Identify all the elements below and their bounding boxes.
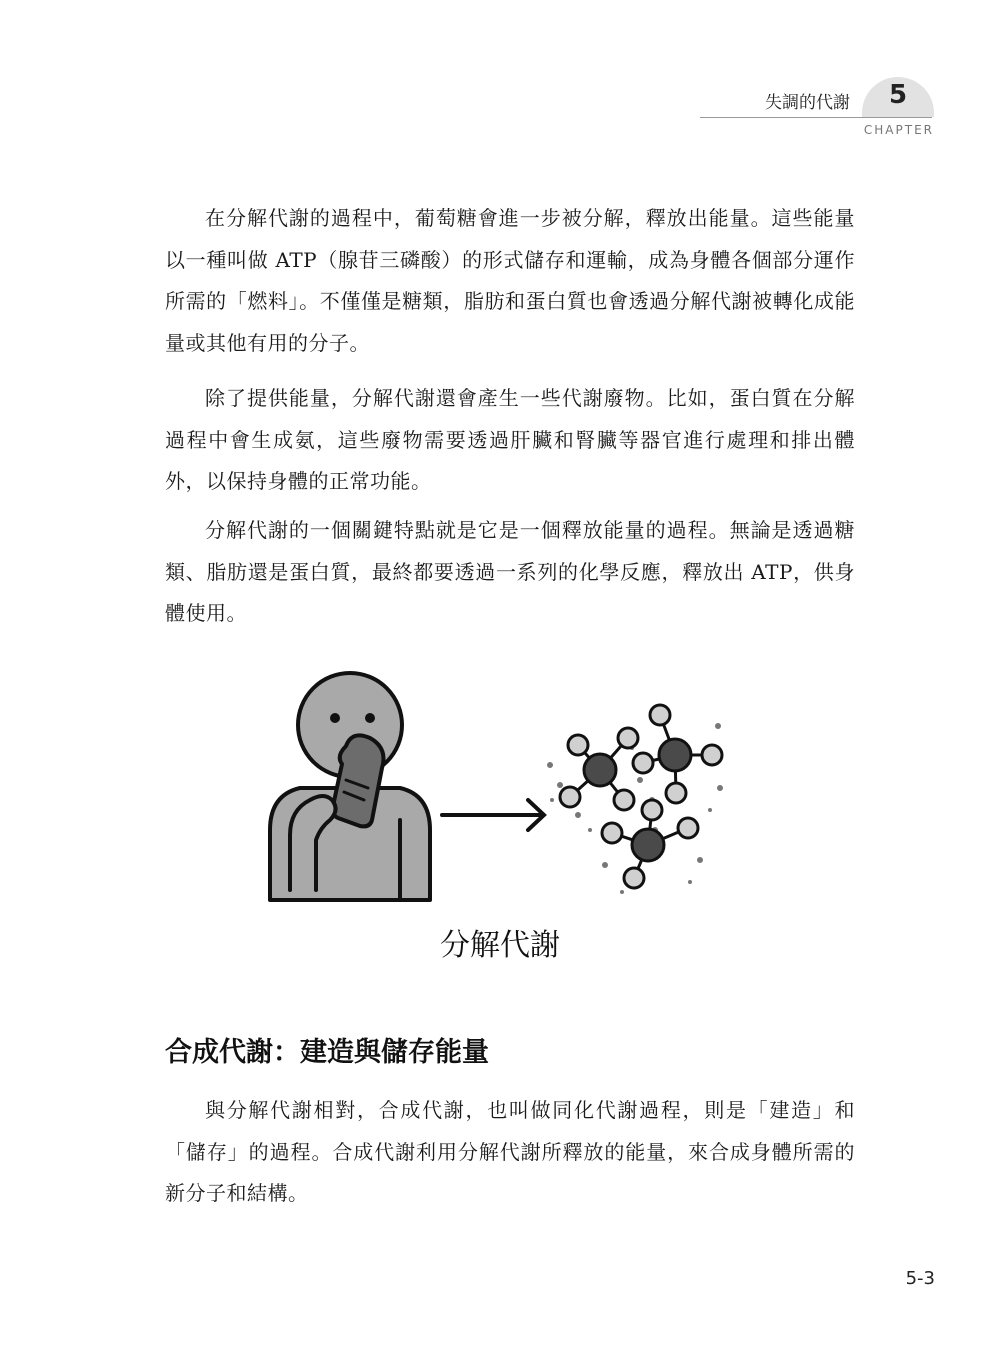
paragraph-1: 在分解代謝的過程中，葡萄糖會進一步被分解，釋放出能量。這些能量以一種叫做 ATP（腺苷三磷酸）的形式儲存和運輸，成為身體各個部分運作所需的「燃料」。不僅僅是糖類，脂肪和蛋白質也會透過分解代謝被轉化成能量或其他有用的分子。 (165, 206, 855, 355)
page-number: 5-3 (905, 1268, 935, 1289)
person-eating-bread-illustration (270, 673, 430, 900)
chapter-number: 5 (888, 80, 908, 110)
chapter-label: CHAPTER (863, 123, 934, 137)
section-heading: 合成代謝：建造與儲存能量 (165, 1037, 489, 1068)
figure-caption: 分解代謝 (440, 928, 560, 963)
header-rule (700, 117, 932, 118)
right-arrow-icon (442, 800, 544, 830)
catabolism-illustration (260, 660, 740, 920)
molecules-illustration (547, 705, 723, 894)
chapter-title: 失調的代謝 (765, 93, 850, 113)
paragraph-2: 除了提供能量，分解代謝還會產生一些代謝廢物。比如，蛋白質在分解過程中會生成氨，這些廢物需要透過肝臟和腎臟等器官進行處理和排出體外，以保持身體的正常功能。 (165, 386, 855, 493)
section-paragraph-1: 與分解代謝相對，合成代謝，也叫做同化代謝過程，則是「建造」和「儲存」的過程。合成代謝利用分解代謝所釋放的能量，來合成身體所需的新分子和結構。 (165, 1098, 855, 1205)
paragraph-3: 分解代謝的一個關鍵特點就是它是一個釋放能量的過程。無論是透過糖類、脂肪還是蛋白質，最終都要透過一系列的化學反應，釋放出 ATP，供身體使用。 (165, 518, 855, 625)
